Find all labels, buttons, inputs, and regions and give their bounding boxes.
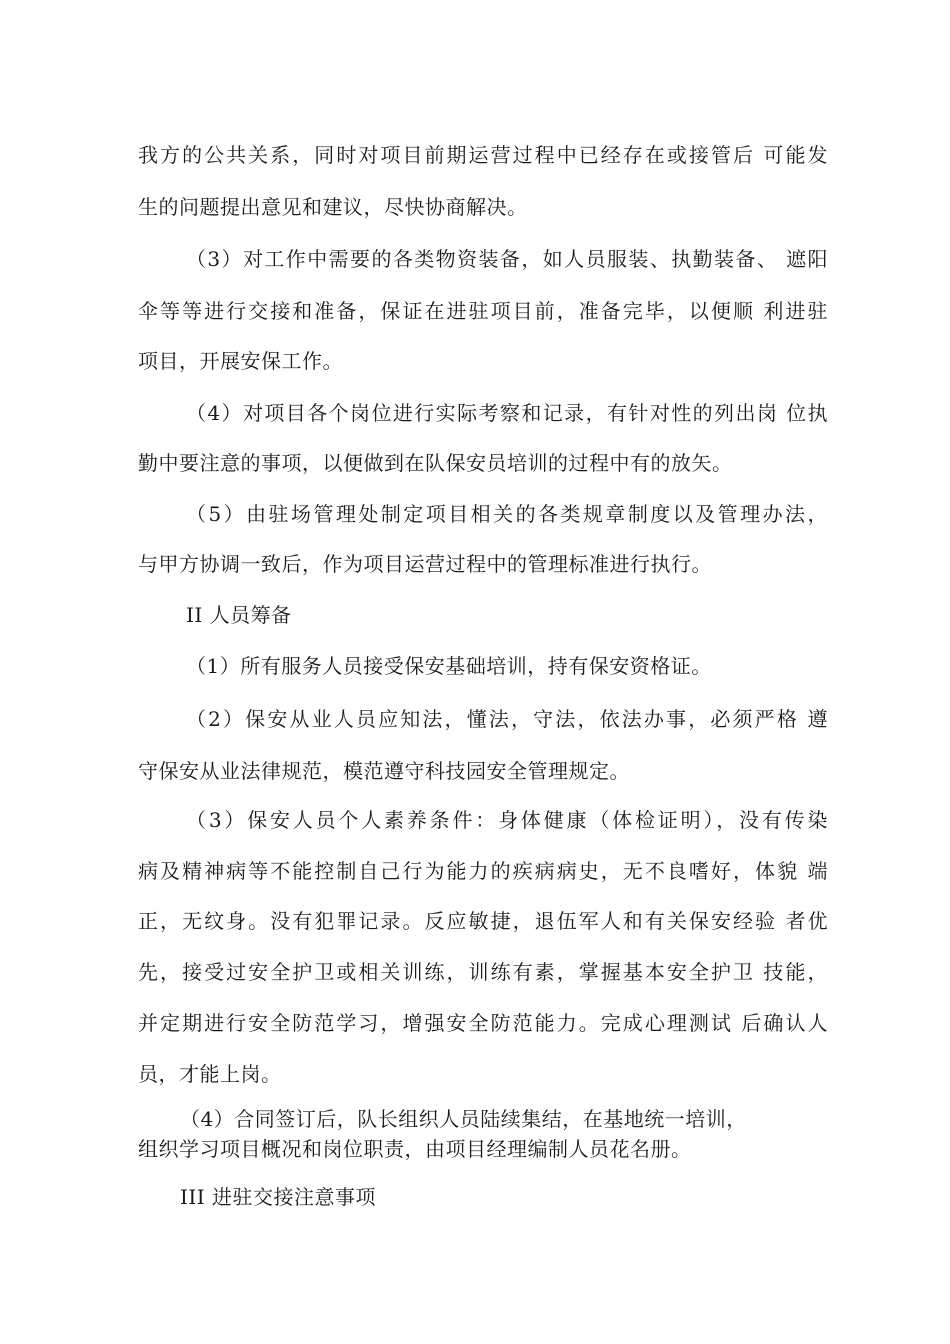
paragraph-line: 病及精神病等不能控制自己行为能力的疾病病史，无不良嗜好，体貌 端	[138, 859, 828, 883]
section-heading: III 进驻交接注意事项	[180, 1185, 377, 1209]
paragraph-line: 勤中要注意的事项，以便做到在队保安员培训的过程中有的放矢。	[138, 451, 733, 475]
paragraph-line: 与甲方协调一致后，作为项目运营过程中的管理标准进行执行。	[138, 552, 712, 576]
paragraph-line: 组织学习项目概况和岗位职责，由项目经理编制人员花名册。	[138, 1137, 692, 1161]
paragraph-line: 员，才能上岗。	[138, 1062, 282, 1086]
paragraph-line: （3）对工作中需要的各类物资装备，如人员服装、执勤装备、 遮阳	[186, 247, 828, 271]
paragraph-line: （1）所有服务人员接受保安基础培训，持有保安资格证。	[186, 654, 712, 678]
paragraph-line: 我方的公共关系，同时对项目前期运营过程中已经存在或接管后 可能发	[138, 143, 828, 167]
paragraph-line: （4）合同签订后，队长组织人员陆续集结，在基地统一培训，	[180, 1107, 747, 1131]
paragraph-line: 伞等等进行交接和准备，保证在进驻项目前，准备完毕，以便顺 利进驻	[138, 299, 828, 323]
paragraph-line: （5）由驻场管理处制定项目相关的各类规章制度以及管理办法，	[186, 502, 828, 526]
paragraph-line: 生的问题提出意见和建议，尽快协商解决。	[138, 195, 528, 219]
paragraph-line: 正，无纹身。没有犯罪记录。反应敏捷，退伍军人和有关保安经验 者优	[138, 909, 828, 933]
paragraph-line: 项目，开展安保工作。	[138, 349, 343, 373]
paragraph-line: 先，接受过安全护卫或相关训练，训练有素，掌握基本安全护卫 技能，	[138, 960, 828, 984]
section-heading: II 人员筹备	[186, 603, 292, 627]
paragraph-line: （4）对项目各个岗位进行实际考察和记录，有针对性的列出岗 位执	[186, 401, 828, 425]
paragraph-line: 并定期进行安全防范学习，增强安全防范能力。完成心理测试 后确认人	[138, 1011, 828, 1035]
paragraph-line: 守保安从业法律规范，模范遵守科技园安全管理规定。	[138, 759, 630, 783]
paragraph-line: （3）保安人员个人素养条件：身体健康（体检证明），没有传染	[186, 808, 828, 832]
paragraph-line: （2）保安从业人员应知法，懂法，守法，依法办事，必须严格 遵	[186, 707, 828, 731]
